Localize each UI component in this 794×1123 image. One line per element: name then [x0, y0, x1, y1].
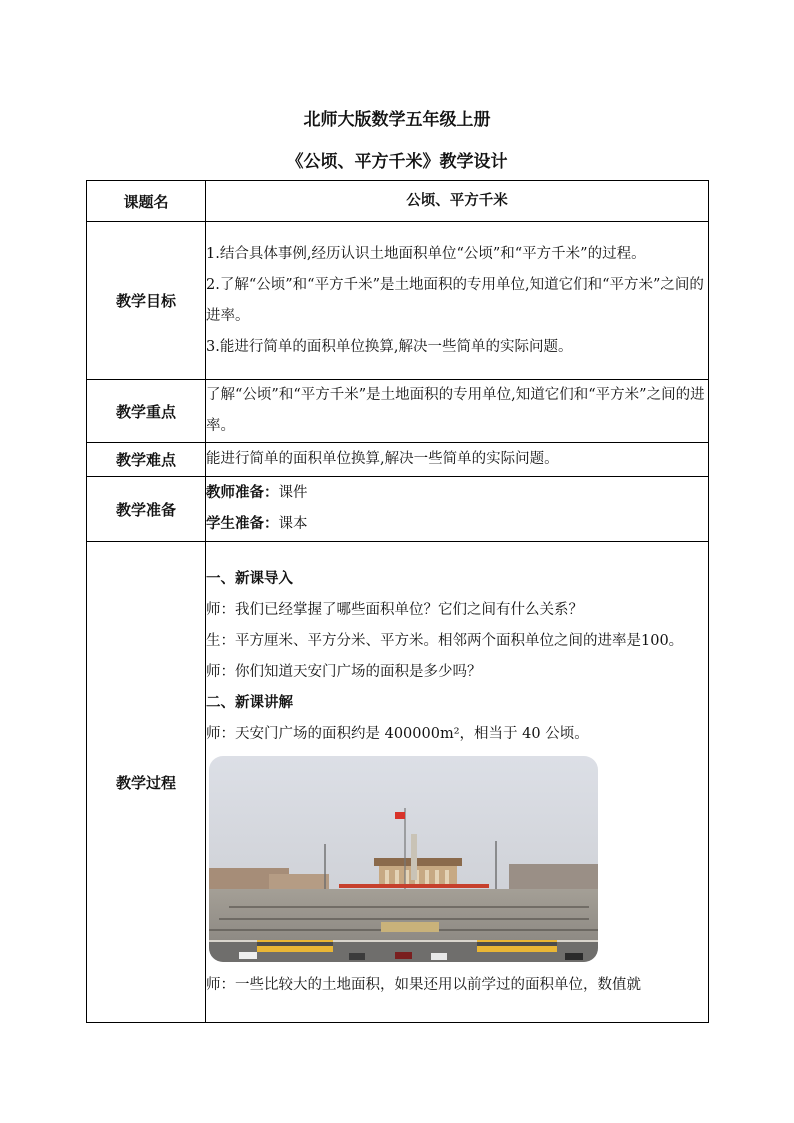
key-text: 了解“公顷”和“平方千米”是土地面积的专用单位,知道它们和“平方米”之间的进率。 [206, 380, 709, 443]
goals-label: 教学目标 [87, 222, 206, 380]
row-difficulty [87, 443, 709, 477]
topic-label: 课题名 [87, 181, 206, 222]
goal-item: 1.结合具体事例,经历认识土地面积单位“公顷”和“平方千米”的过程。 [206, 245, 646, 262]
document-title: 北师大版数学五年级上册 [303, 110, 491, 130]
lesson-plan-table [86, 180, 709, 1023]
process-label: 教学过程 [87, 542, 206, 1023]
prep-student-label: 学生准备： [206, 516, 279, 532]
difficulty-label: 教学难点 [87, 443, 206, 477]
document-subtitle: 《公顷、平方千米》教学设计 [286, 152, 508, 172]
goal-item: 3.能进行简单的面积单位换算,解决一些简单的实际问题。 [206, 338, 573, 355]
prep-teacher-value: 课件 [278, 485, 308, 501]
topic-value: 公顷、平方千米 [206, 181, 709, 222]
dialogue-line: 师：我们已经掌握了哪些面积单位？它们之间有什么关系？ [206, 601, 583, 618]
section-heading: 一、新课导入 [206, 570, 293, 587]
process-content [206, 542, 709, 1023]
goals-content [206, 222, 709, 380]
key-label: 教学重点 [87, 380, 206, 443]
row-preparation [87, 477, 709, 542]
section-heading: 二、新课讲解 [206, 694, 293, 711]
tiananmen-square-photo [209, 756, 598, 962]
prep-teacher-label: 教师准备： [206, 485, 279, 501]
row-process [87, 542, 709, 1023]
difficulty-text: 能进行简单的面积单位换算,解决一些简单的实际问题。 [206, 443, 709, 477]
prep-content [206, 477, 709, 542]
row-topic [87, 181, 709, 222]
dialogue-line: 师：一些比较大的土地面积，如果还用以前学过的面积单位，数值就 [206, 976, 641, 993]
prep-label: 教学准备 [87, 477, 206, 542]
row-goals [87, 222, 709, 380]
dialogue-line: 师：天安门广场的面积约是 400000m²，相当于 40 公顷。 [206, 725, 589, 742]
goal-item: 2.了解“公顷”和“平方千米”是土地面积的专用单位,知道它们和“平方米”之间的进率。 [206, 276, 704, 324]
prep-student-value: 课本 [278, 516, 308, 532]
row-key-points [87, 380, 709, 443]
dialogue-line: 师：你们知道天安门广场的面积是多少吗？ [206, 663, 482, 680]
dialogue-line: 生：平方厘米、平方分米、平方米。相邻两个面积单位之间的进率是100。 [206, 632, 684, 649]
